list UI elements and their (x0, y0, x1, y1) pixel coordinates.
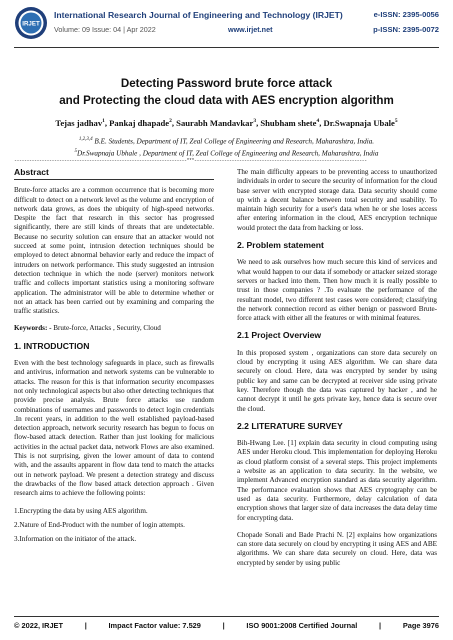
survey-text-2: Chopade Sonali and Bade Prachi N. [2] explains how organizations can store data securely on cloud by encrypting it using AES and ABE algorithms. We can share data securely on cloud. Here, data was encrypted by sender by using public (237, 530, 437, 567)
overview-text: In this proposed system , organizations can store data securely on cloud by encrypting it using AES algorithm. We can share data securely on cloud. Here, data was encrypted by sender by using public key and same can be decrypted at receiver side using private key. Therefore though the data was captured by hacker , and he cannot decrypt it until he gets private key, hence data is secure over the cloud. (237, 348, 437, 413)
footer-divider (14, 616, 439, 617)
list-item: 3.Information on the initiator of the attack. (14, 535, 137, 544)
abstract-heading: Abstract (14, 168, 214, 180)
left-column (14, 168, 214, 549)
list-item: 2.Nature of End-Product with the number of login attempts. (14, 520, 185, 529)
introduction-continued: The main difficulty appears to be preventing access to unauthorized individuals in order to secure the security of information for the cloud base server with encrypted storage data. Data security should come up with a decent balance between total security and usability. To maintain high security for a user's data when he or she loses access after entering information in the cloud, AES encryption technique would protect the data from hacking or loss. (237, 168, 437, 232)
right-column (237, 168, 437, 576)
list-item: 1.Encrypting the data by using AES algorithm. (14, 506, 148, 515)
introduction-heading: 1. INTRODUCTION (14, 340, 90, 351)
paper-title-line2: and Protecting the cloud data with AES encryption algorithm (59, 94, 394, 107)
copyright: © 2022, IRJET (14, 621, 63, 630)
irjet-logo (14, 6, 48, 40)
journal-header (14, 6, 439, 42)
journal-url[interactable]: www.irjet.net (228, 25, 273, 34)
author-3: Saurabh Mandavkar (176, 118, 254, 128)
problem-heading: 2. Problem statement (237, 240, 324, 251)
keywords: Keywords: - Brute-force, Attacks , Security, Cloud (14, 324, 161, 333)
journal-title: International Research Journal of Engineering and Technology (IRJET) (54, 10, 343, 20)
affiliation-1: $^{1,2,3,4}$ B.E. Students, Department of IT, Zeal College of Engineering and Research, Maharashtra, India. (78, 137, 375, 146)
section-separator: ---------------------------------------------------------------------***--------------------------------------------------------------------- (14, 158, 367, 164)
affiliation-2: $^5$Dr.Swapnaja Ubhale , Department of IT, Zeal College of Engineering and Research, Maharashtra, India (74, 149, 379, 158)
literature-survey-heading: 2.2 LITERATURE SURVEY (237, 420, 343, 431)
introduction-text: Even with the best technology safeguards in place, such as firewalls and antivirus, information and network systems can be vulnerable to attacks. The reason for this is that information security encompasses not only technological aspects but also other detecting techniques that provide precise analysis. Brute force attacks use random combinations of usernames and passwords to detect login credentials .In recent years, in addition to the well established payload-based detection approach, network security research has begun to focus on flow-based attack detection. Rather than just looking for malicious activities in the actual packet data, network Flows are also examined. This is not surprising, given the lower amount of data to contend with, and the assaults apparent in flow data tend to match the attacks out in network payload. We present a detection strategy and discuss the drawbacks of the flow based attack detection approach . Given research aims to achieve the following points: (14, 359, 214, 498)
page-footer: © 2022, IRJET | Impact Factor value: 7.529 | ISO 9001:2008 Certified Journal | Page 3976 (14, 621, 439, 630)
survey-text-1: Bih-Hwang Lee. [1] explain data security in cloud computing using AES under Heroku cloud. This implementation for deploying Heroku as cloud platform consist of a several steps. This project implements a website as an application to data security. In the website, we implement Advanced encryption standard as data security algorithm. The performance evaluation shows that AES cryptography can be used as data security. Furthermore, delay calculation of data encryption shows that larger size of data increases the data delay time for encrypting data. (237, 439, 437, 522)
author-1: Tejas jadhav (55, 118, 103, 128)
problem-text: We need to ask ourselves how much secure this kind of services and what would happen to our data if somebody or attacker seized storage servers or hacked into them. Then how much it is really possible to trust in those companies ? .To evaluate the performance of the resultant model, two different test cases were considered; classifying the network connection record as either benign or password Brute-force attack with either all the features or with minimal features. (237, 258, 437, 323)
page-number: Page 3976 (402, 621, 439, 630)
p-issn: p-ISSN: 2395-0072 (373, 25, 439, 34)
paper-title-line1: Detecting Password brute force attack (120, 77, 333, 90)
author-4: Shubham shete (260, 118, 317, 128)
author-5: Dr.Swapnaja Ubale (323, 118, 395, 128)
e-issn: e-ISSN: 2395-0056 (373, 10, 439, 19)
svg-text:IRJET: IRJET (22, 20, 40, 28)
volume-issue: Volume: 09 Issue: 04 | Apr 2022 (54, 25, 156, 34)
iso-certification: ISO 9001:2008 Certified Journal (246, 621, 358, 630)
header-divider (14, 47, 439, 48)
impact-factor: Impact Factor value: 7.529 (108, 621, 201, 630)
overview-heading: 2.1 Project Overview (237, 330, 322, 341)
author-2: Pankaj dhapade (109, 118, 170, 128)
abstract-text: Brute-force attacks are a common occurrence that is becoming more difficult to detect on a network level as the volume and encryption of network data grows, as does the ubiquity of high-speed networks. Despite the fact that research in this sector has progressed significantly, there are still kinds of threats that are undetectable. Because no security solution can ensure that an attacker would not succeed at some point, intrusion detection techniques should be employed to detect abnormal behavior early and reduce the impact of intruders on network performance. This study suggested an intrusion detection technique in which the node (server) monitors network traffic and collects important statistics using a monitoring software application. The administrator will be able to determine whether or not an attack has been carried out by examining and comparing the traffic statistics. (14, 186, 214, 316)
author-list: Tejas jadhav$^1$, Pankaj dhapade$^2$, Saurabh Mandavkar$^3$, Shubham shete$^4$, Dr.Swapnaja Ubale$^5$ (55, 118, 398, 128)
